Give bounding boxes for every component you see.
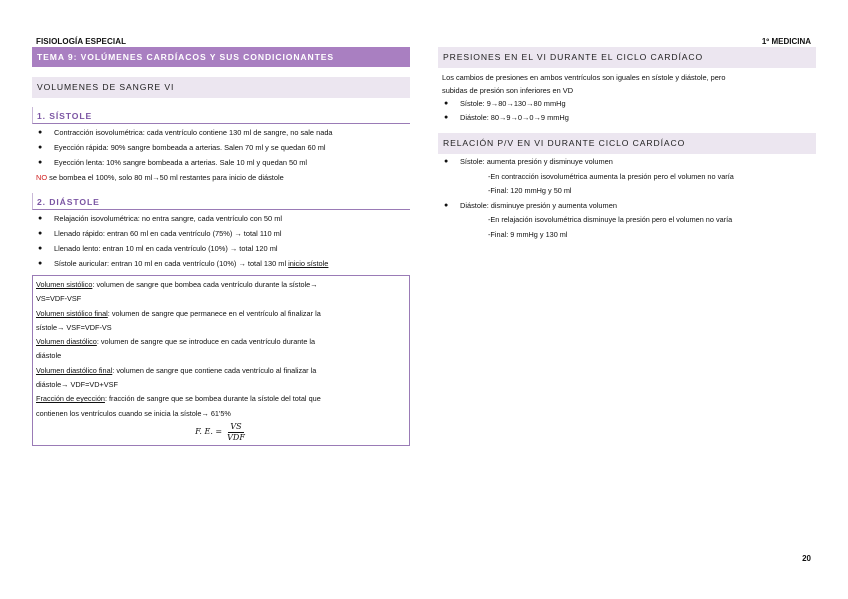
bullet-icon: ● <box>38 159 43 166</box>
formula-denominator: VDF <box>227 432 245 442</box>
bullet-icon: ● <box>444 158 449 165</box>
list-item: ● Llenado lento: entran 10 ml en cada ventrículo (10%) → total 120 ml <box>32 241 410 256</box>
bullet-icon: ● <box>38 260 43 267</box>
pressures-intro-line2: subidas de presión son inferiores en VD <box>442 86 574 95</box>
definition-vd-cont: diástole <box>36 351 62 361</box>
definition-vsf-cont: sístole→ VSF=VDF-VS <box>36 322 112 332</box>
bullet-icon: ● <box>38 215 43 222</box>
definition-fe-cont: contienen los ventrículos cuando se inicia la sístole→ 61'5% <box>36 408 231 418</box>
list-item: ● Eyección rápida: 90% sangre bombeada a arterias. Salen 70 ml y se quedan 60 ml <box>32 140 410 155</box>
sub-item: -En relajación isovolumétrica disminuye la presión pero el volumen no varía <box>488 215 733 224</box>
ejection-fraction-formula <box>36 422 406 443</box>
pressures-intro-line1: Los cambios de presiones en ambos ventrículos son iguales en sístole y diástole, pero <box>442 73 726 82</box>
definitions-box <box>32 275 410 446</box>
definition-vs-formula: VS=VDF-VSF <box>36 294 82 304</box>
definition-vs: Volumen sistólico: volumen de sangre que bombea cada ventrículo durante la sístole→ <box>36 280 318 289</box>
subject-header: FISIOLOGÍA ESPECIAL <box>36 37 127 46</box>
formula-numerator: VS <box>230 421 242 431</box>
sistole-heading: 1. SÍSTOLE <box>32 107 410 124</box>
left-column <box>32 47 410 446</box>
list-item: ● Sístole auricular: entran 10 ml en cada ventrículo (10%) → total 130 ml inicio sístole <box>32 256 410 271</box>
definition-vsf: Volumen sistólico final: volumen de sangre que permanece en el ventrículo al finalizar la <box>36 308 321 318</box>
right-column <box>438 47 816 242</box>
sub-item: -Final: 9 mmHg y 130 ml <box>488 229 568 239</box>
bullet-icon: ● <box>38 245 43 252</box>
definition-vd: Volumen diastólico: volumen de sangre que se introduce en cada ventrículo durante la <box>36 337 316 347</box>
course-header: 1º MEDICINA <box>761 37 811 46</box>
formula-lhs: F. E. = <box>195 427 223 437</box>
bullet-icon: ● <box>444 100 449 107</box>
section-subtitle: VOLUMENES DE SANGRE VI <box>32 77 410 98</box>
definition-vdf: Volumen diastólico final: volumen de sangre que contiene cada ventrículo al finalizar la <box>36 365 317 375</box>
definition-fe: Fracción de eyección: fracción de sangre que se bombea durante la sístole del total que <box>36 394 321 404</box>
list-item: ● Diástole: disminuye presión y aumenta volumen <box>438 199 816 214</box>
diastole-heading: 2. DIÁSTOLE <box>32 193 410 210</box>
page-number: 20 <box>802 554 811 563</box>
formula-fraction <box>225 422 247 443</box>
note-highlight: NO <box>36 173 48 182</box>
bullet-icon: ● <box>38 230 43 237</box>
list-item: ● Llenado rápido: entran 60 ml en cada ventrículo (75%) → total 110 ml <box>32 226 410 241</box>
list-item: ● Relajación isovolumétrica: no entra sangre, cada ventrículo con 50 ml <box>32 211 410 226</box>
list-item: ● Eyección lenta: 10% sangre bombeada a arterias. Sale 10 ml y quedan 50 ml <box>32 155 410 170</box>
list-item: ● Diástole: 80→9→0→0→9 mmHg <box>438 111 816 125</box>
pressures-title: PRESIONES EN EL VI DURANTE EL CICLO CARDÍACO <box>438 47 816 68</box>
bullet-icon: ● <box>38 144 43 151</box>
pv-title: RELACIÓN P/V EN VI DURANTE CICLO CARDÍACO <box>438 133 816 154</box>
list-item: ● Contracción isovolumétrica: cada ventrículo contiene 130 ml de sangre, no sale nada <box>32 125 410 140</box>
sub-item: -Final: 120 mmHg y 50 ml <box>488 186 572 195</box>
bullet-icon: ● <box>444 114 449 121</box>
bullet-icon: ● <box>38 129 43 136</box>
definition-vdf-cont: diástole→ VDF=VD+VSF <box>36 380 118 390</box>
list-item: ● Sístole: aumenta presión y disminuye volumen <box>438 155 816 170</box>
topic-title: TEMA 9: VOLÚMENES CARDÍACOS Y SUS CONDICIONANTES <box>32 47 410 67</box>
sistole-note: NO se bombea el 100%, solo 80 ml→50 ml restantes para inicio de diástole <box>36 173 284 182</box>
sub-item: -En contracción isovolumétrica aumenta la presión pero el volumen no varía <box>488 171 734 181</box>
bullet-icon: ● <box>444 201 449 209</box>
list-item: ● Sístole: 9→80→130→80 mmHg <box>438 97 816 111</box>
